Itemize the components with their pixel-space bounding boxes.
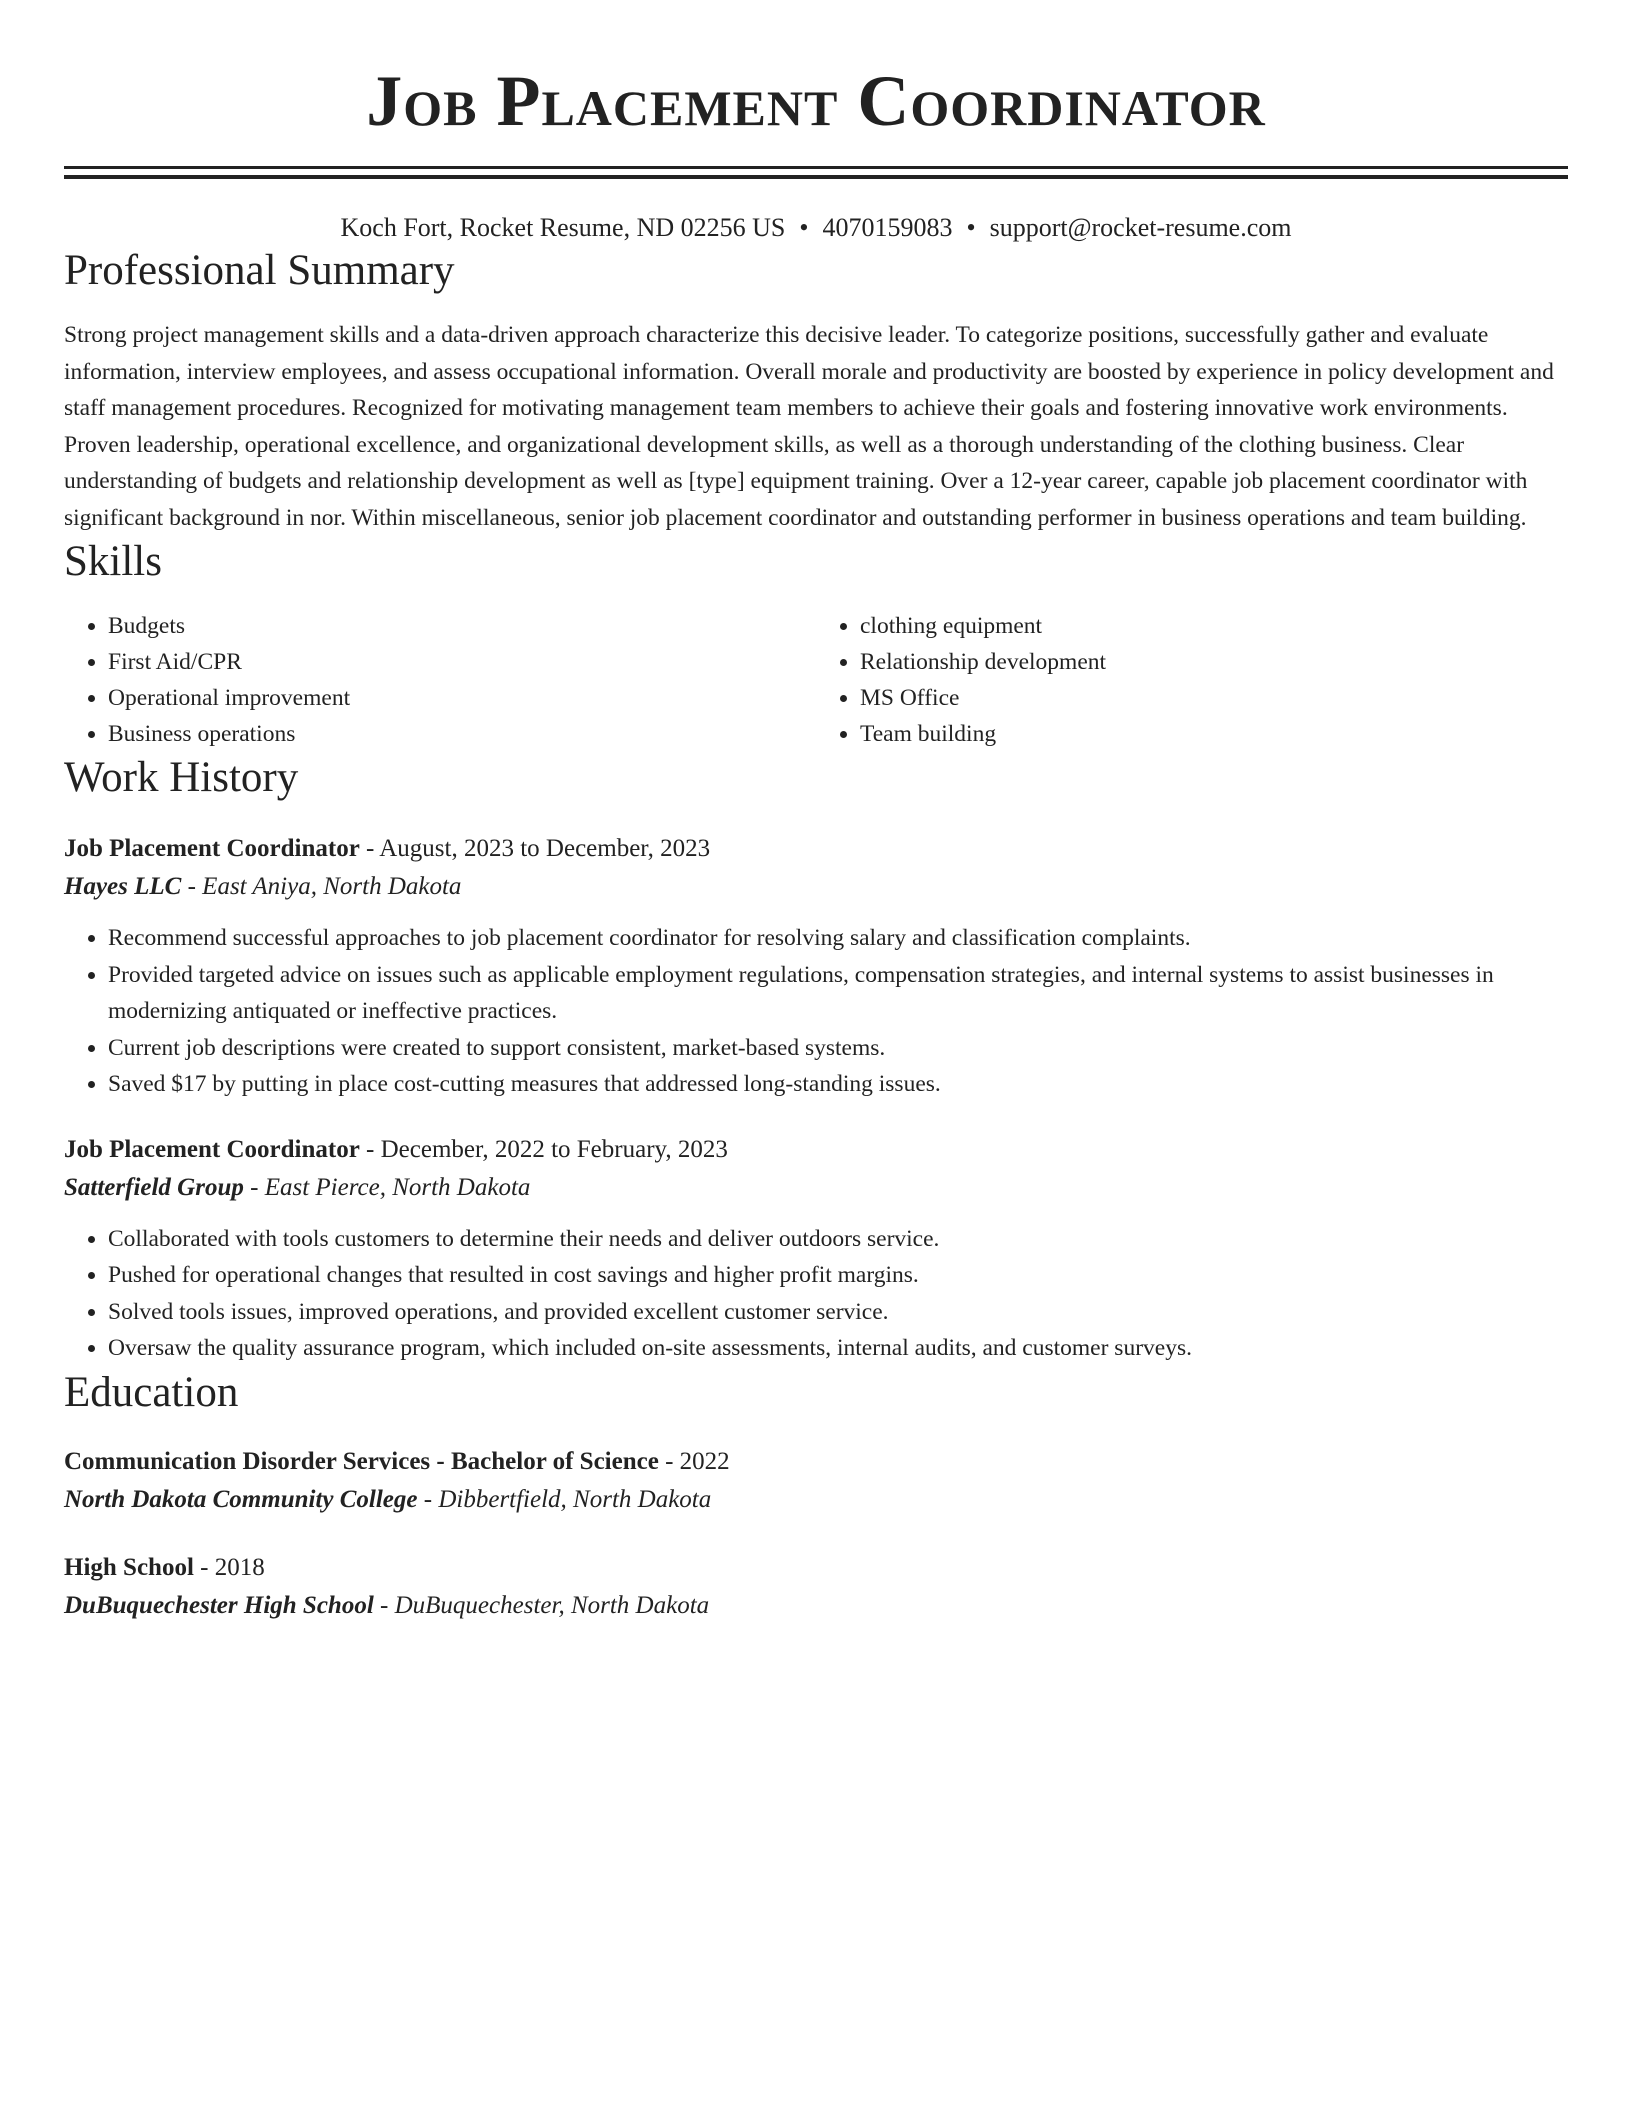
education-year: 2022	[679, 1447, 730, 1475]
skills-column-right	[816, 608, 1568, 752]
job-bullet: • Current job descriptions were created to support consistent, market-based systems.	[108, 1030, 1568, 1067]
education-location: DuBuquechester, North Dakota	[394, 1591, 710, 1619]
contact-separator: •	[799, 213, 809, 242]
job-employer-line: Hayes LLC - East Aniya, North Dakota	[64, 873, 462, 900]
job-entry	[64, 1131, 1568, 1367]
skill-item: • Budgets	[108, 608, 816, 644]
education-school: North Dakota Community College	[64, 1485, 418, 1513]
education-degree: Communication Disorder Services - Bachelor of Science	[64, 1447, 659, 1475]
summary-section-title: Professional Summary	[64, 247, 455, 294]
job-title: Job Placement Coordinator	[64, 835, 360, 862]
job-bullet: • Pushed for operational changes that resulted in cost savings and higher profit margins.	[108, 1257, 1568, 1294]
education-school: DuBuquechester High School	[64, 1591, 374, 1619]
contact-line	[64, 211, 1568, 245]
job-company: Hayes LLC	[64, 873, 182, 900]
skills-column-left	[64, 608, 816, 752]
skill-item: • Relationship development	[860, 644, 1568, 680]
job-dates: December, 2022 to February, 2023	[380, 1135, 728, 1163]
education-school-line: North Dakota Community College - Dibbertfield, North Dakota	[64, 1485, 712, 1513]
education-header: Communication Disorder Services - Bachelor of Science - 2022	[64, 1447, 730, 1475]
job-company: Satterfield Group	[64, 1173, 244, 1201]
education-section-title: Education	[64, 1368, 239, 1416]
job-bullet: • Solved tools issues, improved operations, and provided excellent customer service.	[108, 1294, 1568, 1331]
resume-name-heading: Job Placement Coordinator	[366, 61, 1266, 141]
job-title: Job Placement Coordinator	[64, 1135, 360, 1163]
work-history-section-title: Work History	[64, 754, 299, 801]
skills-grid	[64, 608, 1568, 752]
education-entry	[64, 1549, 1568, 1625]
skill-item: • Business operations	[108, 716, 816, 752]
header-divider-bottom	[64, 175, 1568, 179]
skill-item: • Team building	[860, 716, 1568, 752]
job-header: Job Placement Coordinator - August, 2023 to December, 2023	[64, 835, 711, 862]
skill-item: • First Aid/CPR	[108, 644, 816, 680]
header-divider-top	[64, 166, 1568, 169]
contact-address: Koch Fort, Rocket Resume, ND 02256 US	[340, 213, 786, 242]
contact-phone: 4070159083	[822, 213, 953, 242]
education-degree: High School	[64, 1553, 194, 1581]
job-bullet-list	[64, 1221, 1568, 1367]
job-bullet: • Provided targeted advice on issues such as applicable employment regulations, compensation strategies, and internal systems to assist businesses in modernizing antiquated or ineffective practices.	[108, 957, 1568, 1030]
education-entry	[64, 1443, 1568, 1519]
job-employer-line: Satterfield Group - East Pierce, North Dakota	[64, 1173, 531, 1201]
job-location: East Pierce, North Dakota	[264, 1173, 531, 1201]
skill-item: • Operational improvement	[108, 680, 816, 716]
summary-text: Strong project management skills and a data-driven approach characterize this decisive leader. To categorize positions, successfully gather and evaluate information, interview employees, and assess occupational information. Overall morale and productivity are boosted by experience in policy development and staff management procedures. Recognized for motivating management team members to achieve their goals and fostering innovative work environments. Proven leadership, operational excellence, and organizational development skills, as well as a thorough understanding of the clothing business. Clear understanding of budgets and relationship development as well as [type] equipment training. Over a 12-year career, capable job placement coordinator with significant background in nor. Within miscellaneous, senior job placement coordinator and outstanding performer in business operations and team building.	[64, 322, 1554, 531]
skill-item: • MS Office	[860, 680, 1568, 716]
education-location: Dibbertfield, North Dakota	[438, 1485, 712, 1513]
job-bullet-list	[64, 920, 1568, 1103]
job-dates: August, 2023 to December, 2023	[379, 835, 711, 862]
contact-email: support@rocket-resume.com	[989, 213, 1292, 242]
job-entry	[64, 830, 1568, 1103]
skills-section-title: Skills	[64, 538, 162, 585]
education-year: 2018	[214, 1553, 265, 1581]
education-school-line: DuBuquechester High School - DuBuquechester, North Dakota	[64, 1591, 710, 1619]
contact-separator: •	[966, 213, 976, 242]
job-bullet: • Oversaw the quality assurance program, which included on-site assessments, internal audits, and customer surveys.	[108, 1330, 1568, 1367]
job-bullet: • Collaborated with tools customers to determine their needs and deliver outdoors service.	[108, 1221, 1568, 1258]
job-location: East Aniya, North Dakota	[202, 873, 462, 900]
job-bullet: • Saved $17 by putting in place cost-cutting measures that addressed long-standing issues.	[108, 1066, 1568, 1103]
job-header: Job Placement Coordinator - December, 2022 to February, 2023	[64, 1135, 728, 1163]
job-bullet: • Recommend successful approaches to job placement coordinator for resolving salary and classification complaints.	[108, 920, 1568, 957]
education-header: High School - 2018	[64, 1553, 265, 1581]
skill-item: • clothing equipment	[860, 608, 1568, 644]
